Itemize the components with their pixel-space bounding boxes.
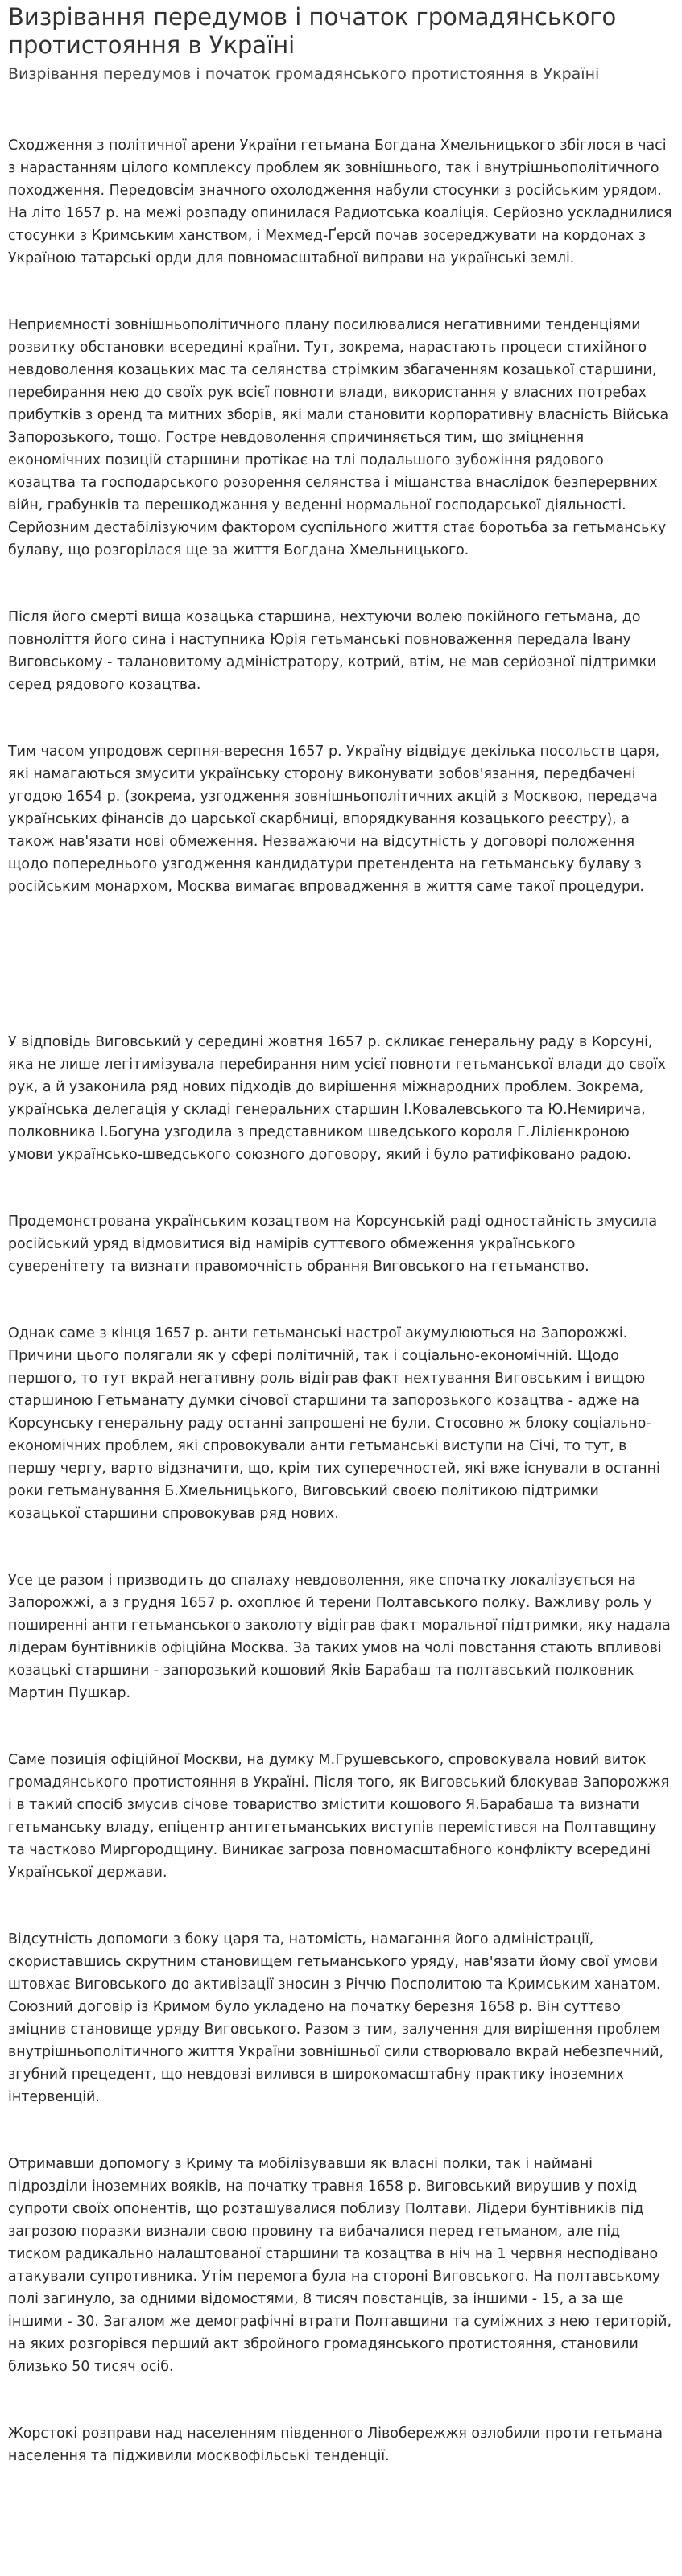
article-paragraph-5: У відповідь Виговський у середині жовтня 1657 р. скликає генеральну раду в Корсуні, яка не лише легітимізувала перебирання ним усієї повноти гетьманської влади до своїх рук, а й узаконила ряд нових підходів до вирішення міжнародних проблем. Зокрема, українська делегація у складі генеральних старшин І.Ковалевського та Ю.Немирича, полковника І.Богуна узгодила з представником шведського короля Г.Лілієнкроною умови українсько-шведського союзного договору, який і було ратифіковано радою. — [8, 1034, 666, 1163]
article-paragraph-6: Продемонстрована українським козацтвом на Корсунській раді одностайність змусила російський уряд відмовитися від намірів суттєвого обмеження українського суверенітету та визнати правомочність обрання Виговського на гетьманство. — [8, 1214, 658, 1275]
article-paragraph-8: Усе це разом і призводить до спалаху невдоволення, яке спочатку локалізується на Запорожжі, а з грудня 1657 р. охоплює й терени Полтавського полку. Важливу роль у поширенні анти гетьманського заколоту відіграв факт моральної підтримки, яку надала лідерам бунтівників офіційна Москва. За таких умов на чолі повстання стають впливові козацькі старшини - запорозький кошовий Яків Барабаш та полтавський полковник Мартин Пушкар. — [8, 1572, 671, 1701]
article-paragraph-7: Однак саме з кінця 1657 р. анти гетьманські настрої акумулюються на Запорожжі. Причини цього полягали як у сфері політичній, так і соціально-економічній. Щодо першого, то тут вкрай негативну роль відіграв факт нехтування Виговським і вищою старшиною Гетьманату думки січової старшини та запорозького козацтва - адже на Корсунську генеральну раду останні запрошені не були. Стосовно ж блоку соціально-економічних проблем, які спровокували анти гетьманські виступи на Січі, то тут, в першу чергу, варто відзначити, що, крім тих суперечностей, які вже існували в останні роки гетьманування Б.Хмельницького, Виговський своєю політикою підтримки козацької старшини спровокував ряд нових. — [8, 1325, 660, 1522]
article-paragraph-3: Після його смерті вища козацька старшина, нехтуючи волею покійного гетьмана, до повноліття його сина і наступника Юрія гетьманські повноваження передала Івану Виговському - талановитому адміністратору, котрий, втім, не мав серйозної підтримки серед рядового козацтва. — [8, 609, 657, 693]
article-subtitle: Визрівання передумов і початок громадянського протистояння в Україні — [8, 65, 600, 83]
article-paragraph-2: Неприємності зовнішньополітичного плану посилювалися негативними тенденціями розвитку обстановки всередині країни. Тут, зокрема, нарастають процеси стихійного невдоволення козацьких мас та селянства стрімким збагаченням козацької старшини, перебирання нею до своїх рук всієї повноти влади, використання у власних потребах прибутків з оренд та митних зборів, які мали становити корпоративну власність Війська Запорозького, тощо. Гостре невдоволення спричиняється тим, що зміцнення економічних позицій старшини протікає на тлі подальшого зубожіння рядового козацтва та господарського розорення селянства і міщанства внаслідок безперервних війн, грабунків та перешкоджання у веденні нормальної господарської діяльності. Серйозним дестабілізуючим фактором суспільного життя стає боротьба за гетьманську булаву, що розгорілася ще за життя Богдана Хмельницького. — [8, 317, 669, 558]
article-paragraph-1: Сходження з політичної арени України гетьмана Богдана Хмельницького збіглося в часі з нарастанням цілого комплексу проблем як зовнішнього, так і внутрішньополітичного походження. Передовсім значного охолодження набули стосунки з російським урядом. На літо 1657 р. на межі розпаду опинилася Радиотська коаліція. Серйозно ускладнилися стосунки з Кримським ханством, і Мехмед-Ґерсй почав зосереджувати на кордонах з Україною татарські орди для повномасштабної виправи на українські землі. — [8, 138, 672, 266]
article-paragraph-10: Відсутність допомоги з боку царя та, натомість, намагання його адміністрації, скориставшись скрутним становищем гетьманського уряду, нав'язати йому свої умови штовхає Виговського до активізації зносин з Річчю Посполитою та Кримським ханатом. Союзний договір із Кримом було укладено на початку березня 1658 р. Він суттєво зміцнив становище уряду Виговського. Разом з тим, залучення для вирішення проблем внутрішньополітичного життя України зовнішньої сили створювало вкрай небезпечний, згубний прецедент, що невдовзі вилився в широкомасштабну практику іноземних інтервенцій. — [8, 1931, 664, 2105]
article-paragraph-4: Тим часом упродовж серпня-вересня 1657 р. Україну відвідує декілька посольств царя, які намагаються змусити українську сторону виконувати зобов'язання, передбачені угодою 1654 р. (зокрема, узгодження зовнішньополітичних акцій з Москвою, передача українських фінансів до царської скарбниці, впорядкування козацького реєстру), а також нав'язати нові обмеження. Незважаючи на відсутність у договорі положення щодо попереднього узгодження кандидатури претендента на гетьманську булаву з російським монархом, Москва вимагає впровадження в життя саме такої процедури. — [8, 744, 660, 895]
article-paragraph-11: Отримавши допомогу з Криму та мобілізувавши як власні полки, так і наймані підрозділи іноземних вояків, на початку травня 1658 р. Виговський вирушив у похід супроти своїх опонентів, що розташувалися поблизу Полтави. Лідери бунтівників під загрозою поразки визнали свою провину та вибачалися перед гетьманом, але під тиском радикально налаштованої старшини та козацтва в ніч на 1 червня несподівано атакували супротивника. Утім перемога була на стороні Виговського. На полтавському полі загинуло, за одними відомостями, 8 тисяч повстанців, за іншими - 15, а за ще іншими - 30. Загалом же демографічні втрати Полтавщини та суміжних з нею територій, на яких розгорівся перший акт збройного громадянського протистояння, становили близько 50 тисяч осіб. — [8, 2156, 672, 2375]
article-title: Визрівання передумов і початок громадянського протистояння в Україні — [8, 3, 617, 59]
article-paragraph-12: Жорстокі розправи над населенням південного Лівобережжя озлобили проти гетьмана населення та підживили москвофільські тенденції. — [8, 2426, 663, 2464]
article-paragraph-9: Саме позиція офіційної Москви, на думку М.Грушевського, спровокувала новий виток громадянського протистояння в Україні. Після того, як Виговський блокував Запорожжя і в такий спосіб змусив січове товариство змістити кошового Я.Барабаша та визнати гетьманську владу, епіцентр антигетьманських виступів перемістився на Полтавщину та частково Миргородщину. Виникає загроза повномасштабного конфлікту всередині Української держави. — [8, 1752, 670, 1881]
